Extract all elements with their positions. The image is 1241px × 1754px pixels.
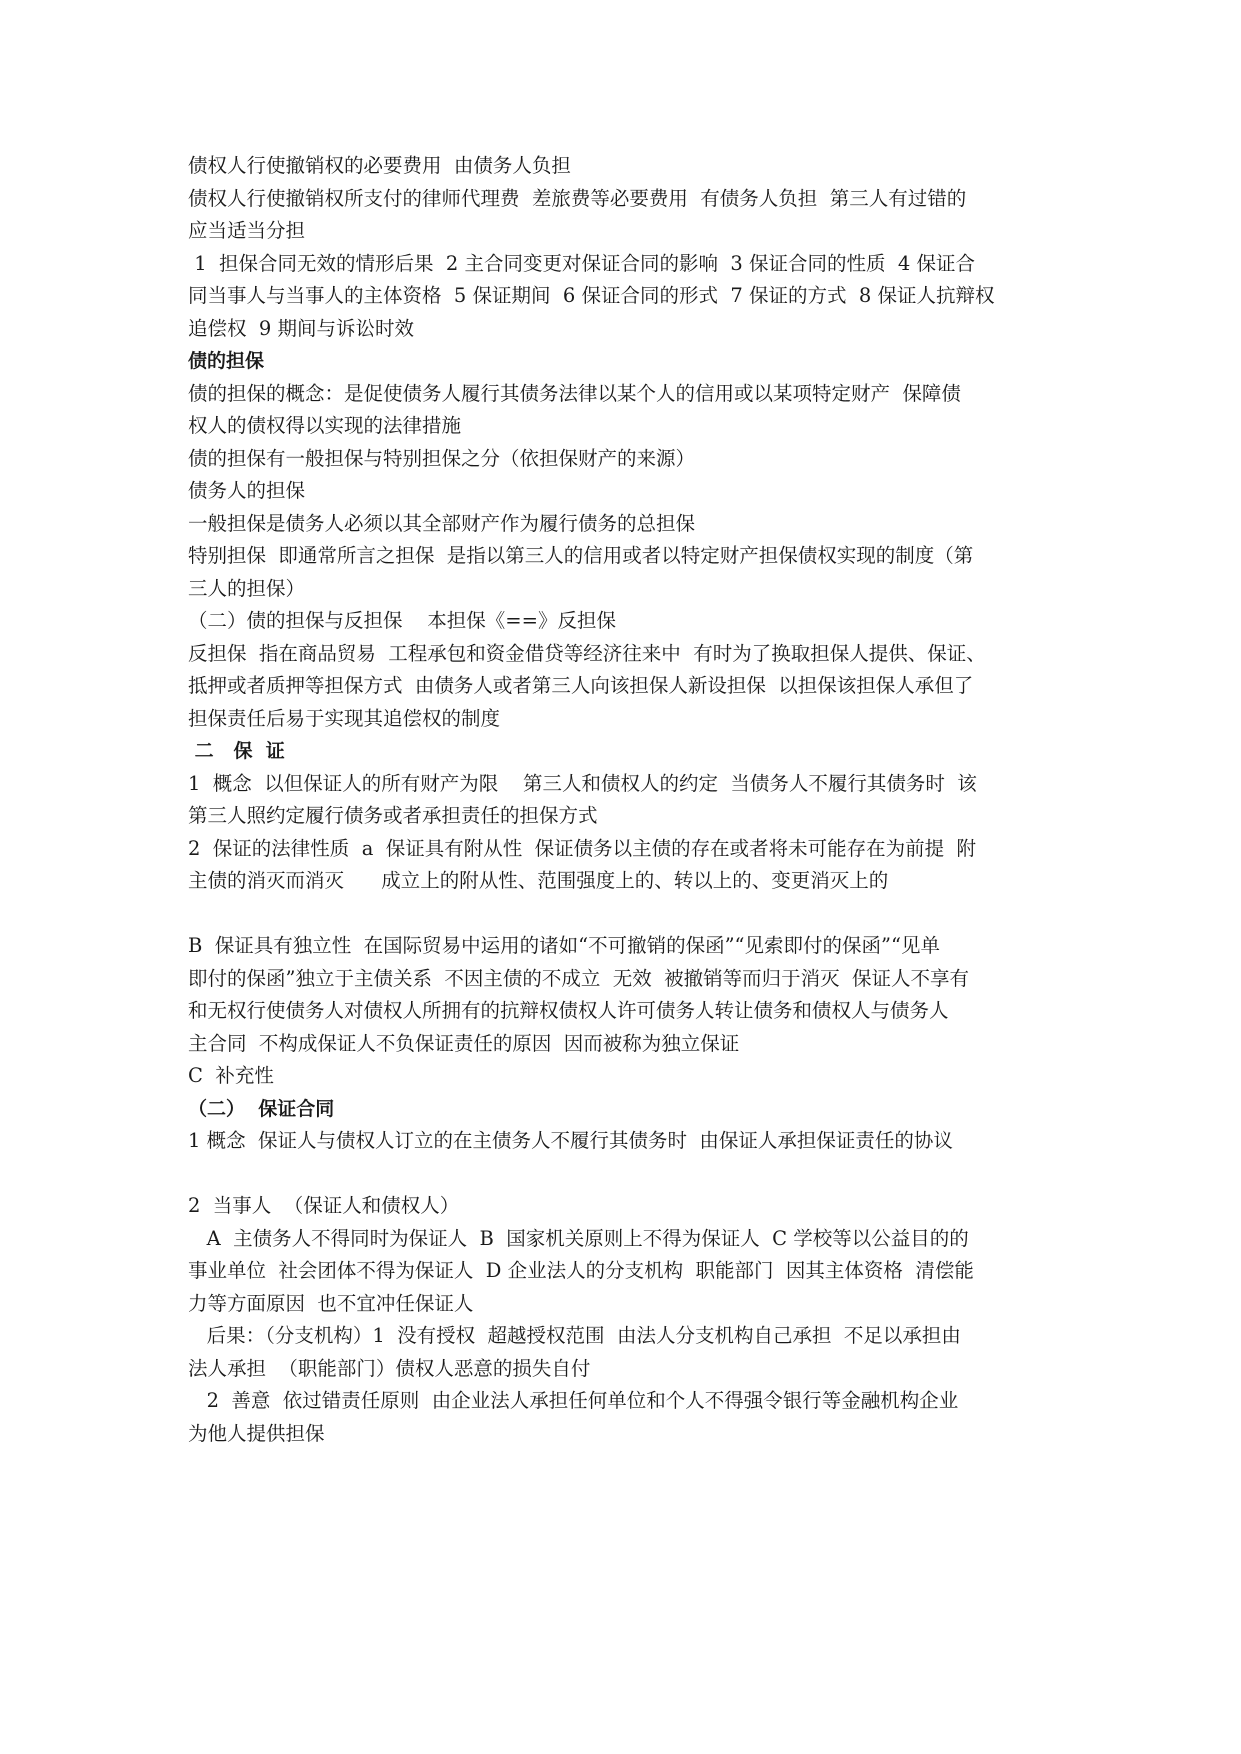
text-line: 和无权行使债务人对债权人所拥有的抗辩权债权人许可债务人转让债务和债权人与债务人 bbox=[188, 999, 949, 1022]
text-line: B 保证具有独立性 在国际贸易中运用的诸如“不可撤销的保函”“见索即付的保函”“见单 bbox=[188, 934, 940, 957]
text-line: 反担保 指在商品贸易 工程承包和资金借贷等经济往来中 有时为了换取担保人提供、保证、 bbox=[188, 641, 986, 665]
text-line: C 补充性 bbox=[188, 1064, 274, 1087]
section-heading: （二） 保证合同 bbox=[188, 1097, 335, 1120]
text-line: 应当适当分担 bbox=[188, 219, 306, 242]
text-line: 2 善意 依过错责任原则 由企业法人承担任何单位和个人不得强令银行等金融机构企业 bbox=[188, 1389, 959, 1412]
text-line: 主合同 不构成保证人不负保证责任的原因 因而被称为独立保证 bbox=[188, 1031, 740, 1055]
text-line: 担保责任后易于实现其追偿权的制度 bbox=[188, 706, 501, 730]
blank-line bbox=[188, 898, 1068, 931]
text-line: 抵押或者质押等担保方式 由债务人或者第三人向该担保人新设担保 以担保该担保人承但了 bbox=[188, 674, 974, 697]
text-line: 债权人行使撤销权所支付的律师代理费 差旅费等必要费用 有债务人负担 第三人有过错的 bbox=[188, 186, 967, 210]
text-line: 后果：（分支机构）1 没有授权 超越授权范围 由法人分支机构自己承担 不足以承担由 bbox=[188, 1324, 961, 1347]
text-line: 追偿权 9 期间与诉讼时效 bbox=[188, 316, 415, 340]
text-line: 主债的消灭而消灭 成立上的附从性、范围强度上的、转以上的、变更消灭上的 bbox=[188, 869, 889, 892]
text-line: 权人的债权得以实现的法律措施 bbox=[188, 414, 462, 437]
text-line: 为他人提供担保 bbox=[188, 1421, 325, 1445]
text-line: 力等方面原因 也不宜冲任保证人 bbox=[188, 1291, 474, 1315]
section-heading: 二 保 证 bbox=[188, 740, 285, 762]
text-line: 债权人行使撤销权的必要费用 由债务人负担 bbox=[188, 154, 571, 177]
text-line: 债的担保的概念：是促使债务人履行其债务法律以某个人的信用或以某项特定财产 保障债 bbox=[188, 381, 961, 405]
text-line: 债务人的担保 bbox=[188, 479, 306, 502]
text-line: 特别担保 即通常所言之担保 是指以第三人的信用或者以特定财产担保债权实现的制度（第 bbox=[188, 544, 974, 567]
text-line: 即付的保函”独立于主债关系 不因主债的不成立 无效 被撤销等而归于消灭 保证人不享有 bbox=[188, 966, 970, 990]
text-line: 一般担保是债务人必须以其全部财产作为履行债务的总担保 bbox=[188, 511, 696, 535]
text-line: 事业单位 社会团体不得为保证人 D 企业法人的分支机构 职能部门 因其主体资格 清偿能 bbox=[188, 1259, 974, 1282]
text-line: 三人的担保） bbox=[188, 576, 306, 600]
text-line: 债的担保有一般担保与特别担保之分（依担保财产的来源） bbox=[188, 446, 696, 470]
text-line: A 主债务人不得同时为保证人 B 国家机关原则上不得为保证人 C 学校等以公益目的的 bbox=[188, 1226, 969, 1250]
text-line: 2 保证的法律性质 a 保证具有附从性 保证债务以主债的存在或者将未可能存在为前提 附 bbox=[188, 836, 977, 860]
text-line: 第三人照约定履行债务或者承担责任的担保方式 bbox=[188, 804, 598, 827]
text-line: 法人承担 （职能部门）债权人恶意的损失自付 bbox=[188, 1356, 591, 1380]
text-line: 1 担保合同无效的情形后果 2 主合同变更对保证合同的影响 3 保证合同的性质 4 保证合 bbox=[188, 251, 976, 275]
text-line: （二）债的担保与反担保 本担保《==》反担保 bbox=[188, 609, 616, 632]
document-body bbox=[188, 150, 1068, 1450]
blank-line bbox=[188, 1158, 1068, 1191]
text-line: 2 当事人 （保证人和债权人） bbox=[188, 1194, 460, 1217]
section-heading: 债的担保 bbox=[188, 350, 265, 372]
text-line: 同当事人与当事人的主体资格 5 保证期间 6 保证合同的形式 7 保证的方式 8 保证人抗辩权 bbox=[188, 284, 995, 307]
text-line: 1 概念 以但保证人的所有财产为限 第三人和债权人的约定 当债务人不履行其债务时 该 bbox=[188, 771, 977, 795]
text-line: 1 概念 保证人与债权人订立的在主债务人不履行其债务时 由保证人承担保证责任的协议 bbox=[188, 1129, 953, 1152]
